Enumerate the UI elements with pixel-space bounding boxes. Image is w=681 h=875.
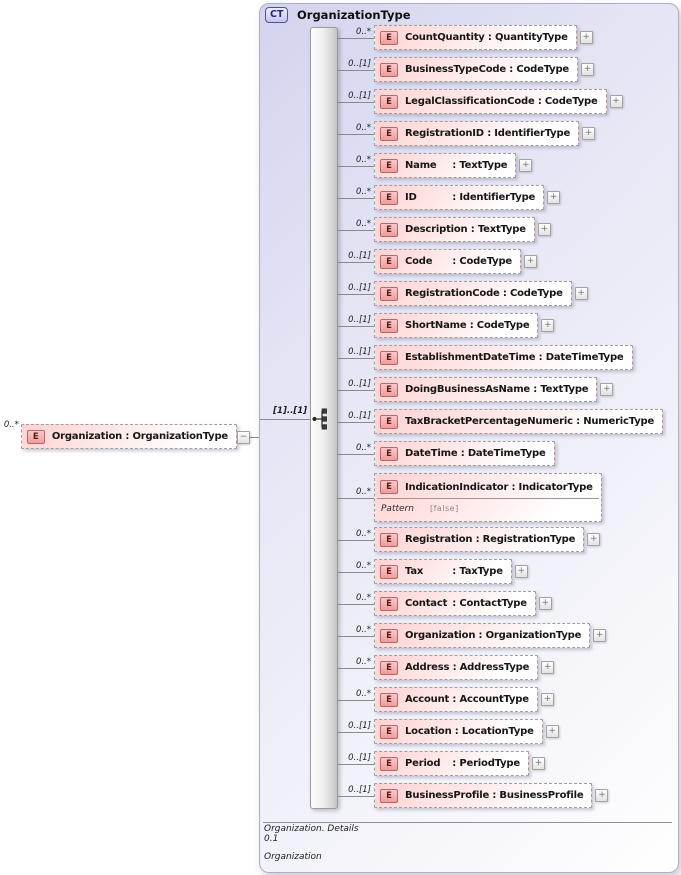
sequence-cardinality-label: [1]..[1] (273, 406, 307, 416)
element-type: : AccountType (449, 694, 529, 705)
element-badge-icon: E (380, 725, 398, 739)
element-row (337, 346, 633, 369)
connector (337, 752, 374, 775)
connector (337, 250, 374, 273)
element-badge-icon: E (380, 159, 398, 173)
element-badge-icon: E (380, 480, 398, 494)
element-name: Code (405, 256, 433, 267)
cardinality-label: 0..[1] (348, 314, 371, 325)
cardinality-label: 0..[1] (348, 378, 371, 389)
connector (337, 378, 374, 401)
expand-icon[interactable]: + (593, 629, 606, 642)
element-box[interactable] (374, 153, 516, 178)
element-row (337, 656, 554, 679)
element-box[interactable] (374, 623, 590, 648)
element-name: Account (405, 694, 450, 705)
element-type: : CodeType (534, 96, 598, 107)
element-type: : QuantityType (484, 32, 568, 43)
element-row (337, 624, 606, 647)
footer-details-label: Organization. Details (264, 824, 359, 834)
root-cardinality-label: 0..* (3, 420, 19, 430)
expand-icon[interactable]: + (580, 31, 593, 44)
root-element-box[interactable] (21, 424, 237, 449)
element-box[interactable] (374, 409, 663, 434)
connector (337, 282, 374, 305)
cardinality-label: 0..[1] (348, 90, 371, 101)
cardinality-label: 0..* (355, 528, 371, 539)
element-row (337, 784, 608, 807)
element-type: : TextType (467, 224, 526, 235)
connector (337, 410, 374, 433)
element-name: Tax (405, 566, 424, 577)
element-badge-icon: E (380, 415, 398, 429)
complex-type-badge-icon: CT (265, 7, 288, 23)
cardinality-label: 0..[1] (348, 282, 371, 293)
connector (337, 474, 374, 521)
element-badge-icon: E (380, 95, 398, 109)
expand-icon[interactable]: + (538, 223, 551, 236)
element-row (337, 122, 595, 145)
element-type: : ContactType (449, 598, 527, 609)
element-name: LegalClassificationCode (405, 96, 535, 107)
element-name: EstablishmentDateTime (405, 352, 536, 363)
element-badge-icon: E (380, 127, 398, 141)
footer-name-label: Organization (264, 852, 322, 862)
connector-line (337, 540, 374, 541)
complex-type-title: OrganizationType (297, 8, 411, 22)
footer-divider (263, 822, 672, 823)
expand-icon[interactable]: + (541, 693, 554, 706)
element-row (337, 314, 554, 337)
expand-icon[interactable]: + (541, 319, 554, 332)
cardinality-label: 0..[1] (348, 58, 371, 69)
element-row (337, 90, 623, 113)
connector-line (337, 498, 374, 499)
element-box[interactable] (374, 591, 536, 616)
cardinality-label: 0..* (355, 656, 371, 667)
element-name: RegistrationCode (405, 288, 500, 299)
element-box[interactable] (374, 719, 543, 744)
element-type: : DateTimeType (535, 352, 624, 363)
element-box[interactable] (374, 377, 597, 402)
element-box[interactable] (374, 57, 578, 82)
expand-icon[interactable]: + (547, 191, 560, 204)
cardinality-label: 0..* (355, 26, 371, 37)
element-badge-icon: E (380, 319, 398, 333)
cardinality-label: 0..[1] (348, 410, 371, 421)
cardinality-label: 0..[1] (348, 784, 371, 795)
root-element-row (3, 420, 237, 449)
element-badge-icon: E (380, 629, 398, 643)
element-type: : CodeType (449, 256, 513, 267)
connector-line (337, 604, 374, 605)
element-name: Description (405, 224, 468, 235)
connector-line (337, 700, 374, 701)
element-name: Registration (405, 534, 473, 545)
connector (337, 314, 374, 337)
element-name: ShortName (405, 320, 467, 331)
cardinality-label: 0..* (355, 486, 371, 497)
element-type: : CodeType (505, 64, 569, 75)
element-box[interactable] (374, 217, 535, 242)
element-box[interactable] (374, 441, 555, 466)
expand-icon[interactable]: + (587, 533, 600, 546)
element-box[interactable] (374, 249, 521, 274)
element-badge-icon: E (380, 63, 398, 77)
element-type: : TextType (530, 384, 589, 395)
element-badge-icon: E (380, 693, 398, 707)
connector (337, 720, 374, 743)
expand-icon[interactable]: + (581, 63, 594, 76)
element-type: : TaxType (449, 566, 503, 577)
sequence-icon[interactable] (311, 407, 333, 431)
element-row (337, 688, 554, 711)
element-type: : PeriodType (449, 758, 520, 769)
cardinality-label: 0..[1] (348, 720, 371, 731)
cardinality-label: 0..* (355, 560, 371, 571)
collapse-icon[interactable]: − (237, 431, 250, 444)
connector (337, 624, 374, 647)
connector-line (337, 230, 374, 231)
element-row (337, 378, 613, 401)
element-badge-icon: E (380, 447, 398, 461)
element-name: ID (405, 192, 417, 203)
facet-value: [false] (429, 504, 459, 513)
connector (337, 528, 374, 551)
facet-row (375, 499, 601, 519)
element-badge-icon: E (380, 223, 398, 237)
connector (337, 592, 374, 615)
cardinality-label: 0..* (355, 442, 371, 453)
element-type: : DateTimeType (457, 448, 546, 459)
element-name: IndicationIndicator (405, 481, 509, 493)
element-box[interactable] (374, 121, 579, 146)
element-row (337, 560, 528, 583)
expand-icon[interactable]: + (515, 565, 528, 578)
expand-icon[interactable]: + (610, 95, 623, 108)
element-box[interactable] (374, 655, 538, 680)
connector (337, 58, 374, 81)
element-name: CountQuantity (405, 32, 485, 43)
element-box[interactable] (374, 281, 572, 306)
connector-line (337, 572, 374, 573)
element-badge-icon: E (380, 757, 398, 771)
root-element-name: Organization (51, 431, 123, 442)
element-box[interactable] (374, 25, 577, 50)
element-box[interactable] (374, 345, 633, 370)
element-type: : LocationType (451, 726, 534, 737)
expand-icon[interactable]: + (582, 127, 595, 140)
element-type: : IdentifierType (449, 192, 536, 203)
element-type: : AddressType (449, 662, 530, 673)
element-name: Organization (405, 630, 476, 641)
element-name: RegistrationID (405, 128, 484, 139)
connector-line (337, 166, 374, 167)
sequence-connector-line (260, 419, 310, 420)
connector-line (337, 134, 374, 135)
connector-line (337, 294, 374, 295)
element-badge-icon: E (380, 789, 398, 803)
element-box[interactable] (374, 313, 538, 338)
expand-icon[interactable]: + (524, 255, 537, 268)
element-type: : NumericType (572, 416, 655, 427)
element-box[interactable] (374, 783, 592, 808)
element-name: Address (405, 662, 450, 673)
connector-line (337, 390, 374, 391)
element-row (337, 58, 594, 81)
cardinality-label: 0..* (355, 688, 371, 699)
expand-icon[interactable]: + (532, 757, 545, 770)
element-box[interactable] (374, 185, 544, 210)
connector (337, 784, 374, 807)
connector-line (337, 422, 374, 423)
element-row (337, 720, 559, 743)
connector (337, 90, 374, 113)
element-badge-icon: E (380, 287, 398, 301)
connector-line (337, 732, 374, 733)
cardinality-label: 0..[1] (348, 346, 371, 357)
connector-line (337, 764, 374, 765)
connector (337, 154, 374, 177)
footer-version-label: 0.1 (264, 834, 279, 844)
element-row (337, 410, 663, 433)
connector (337, 122, 374, 145)
connector (337, 688, 374, 711)
expand-icon[interactable]: + (600, 383, 613, 396)
element-name: BusinessProfile (405, 790, 490, 801)
connector-line (337, 358, 374, 359)
facet-label: Pattern (381, 503, 414, 514)
connector-line (337, 38, 374, 39)
connector (337, 560, 374, 583)
element-badge-icon: E (380, 565, 398, 579)
connector-line (337, 454, 374, 455)
element-name: BusinessTypeCode (405, 64, 506, 75)
element-badge-icon: E (380, 351, 398, 365)
cardinality-label: 0..* (355, 624, 371, 635)
element-type: : TextType (449, 160, 508, 171)
element-row (337, 752, 545, 775)
element-row (337, 528, 600, 551)
connector-line (337, 262, 374, 263)
element-badge-icon: E (380, 661, 398, 675)
connector-line (337, 636, 374, 637)
element-box[interactable] (374, 687, 538, 712)
element-name: Contact (405, 598, 448, 609)
root-connector-line (249, 437, 259, 438)
connector-line (337, 102, 374, 103)
cardinality-label: 0..* (355, 122, 371, 133)
element-box[interactable] (374, 89, 607, 114)
connector (337, 346, 374, 369)
element-name: DoingBusinessAsName (405, 384, 531, 395)
expand-icon[interactable]: + (541, 661, 554, 674)
element-row (337, 442, 555, 465)
cardinality-label: 0..* (355, 154, 371, 165)
element-row (337, 250, 537, 273)
expand-icon[interactable]: + (539, 597, 552, 610)
element-row (337, 26, 593, 49)
element-badge-icon: E (27, 430, 45, 444)
root-element-type: : OrganizationType (122, 431, 228, 442)
element-row (337, 186, 560, 209)
connector (337, 186, 374, 209)
element-box[interactable] (374, 559, 512, 584)
element-badge-icon: E (380, 191, 398, 205)
element-type: : BusinessProfile (489, 790, 584, 801)
element-name: DateTime (405, 448, 458, 459)
element-type: : IdentifierType (483, 128, 571, 139)
element-name: TaxBracketPercentageNumeric (405, 416, 573, 427)
element-box[interactable] (374, 751, 529, 776)
element-row (337, 592, 552, 615)
cardinality-label: 0..[1] (348, 250, 371, 261)
cardinality-label: 0..* (355, 592, 371, 603)
element-name: Location (405, 726, 452, 737)
element-name: Name (405, 160, 437, 171)
cardinality-label: 0..* (355, 186, 371, 197)
connector-line (337, 796, 374, 797)
cardinality-label: 0..[1] (348, 752, 371, 763)
element-type: : RegistrationType (472, 534, 576, 545)
element-badge-icon: E (380, 533, 398, 547)
element-row (337, 154, 532, 177)
expand-icon[interactable]: + (546, 725, 559, 738)
element-name: Period (405, 758, 441, 769)
element-badge-icon: E (380, 383, 398, 397)
connector (337, 656, 374, 679)
element-row (337, 474, 602, 521)
cardinality-label: 0..* (355, 218, 371, 229)
element-row (337, 282, 588, 305)
connector-line (337, 326, 374, 327)
element-type: : IndicatorType (508, 481, 593, 493)
connector-line (337, 70, 374, 71)
expand-icon[interactable]: + (575, 287, 588, 300)
expand-icon[interactable]: + (519, 159, 532, 172)
element-badge-icon: E (380, 255, 398, 269)
connector (337, 442, 374, 465)
element-badge-icon: E (380, 597, 398, 611)
element-type: : CodeType (499, 288, 563, 299)
connector-line (337, 668, 374, 669)
element-badge-icon: E (380, 31, 398, 45)
element-type: : OrganizationType (475, 630, 582, 641)
element-type: : CodeType (466, 320, 530, 331)
connector (337, 26, 374, 49)
connector-line (337, 198, 374, 199)
element-box[interactable] (374, 473, 602, 522)
connector (337, 218, 374, 241)
expand-icon[interactable]: + (595, 789, 608, 802)
element-row (337, 218, 551, 241)
element-box[interactable] (374, 527, 584, 552)
